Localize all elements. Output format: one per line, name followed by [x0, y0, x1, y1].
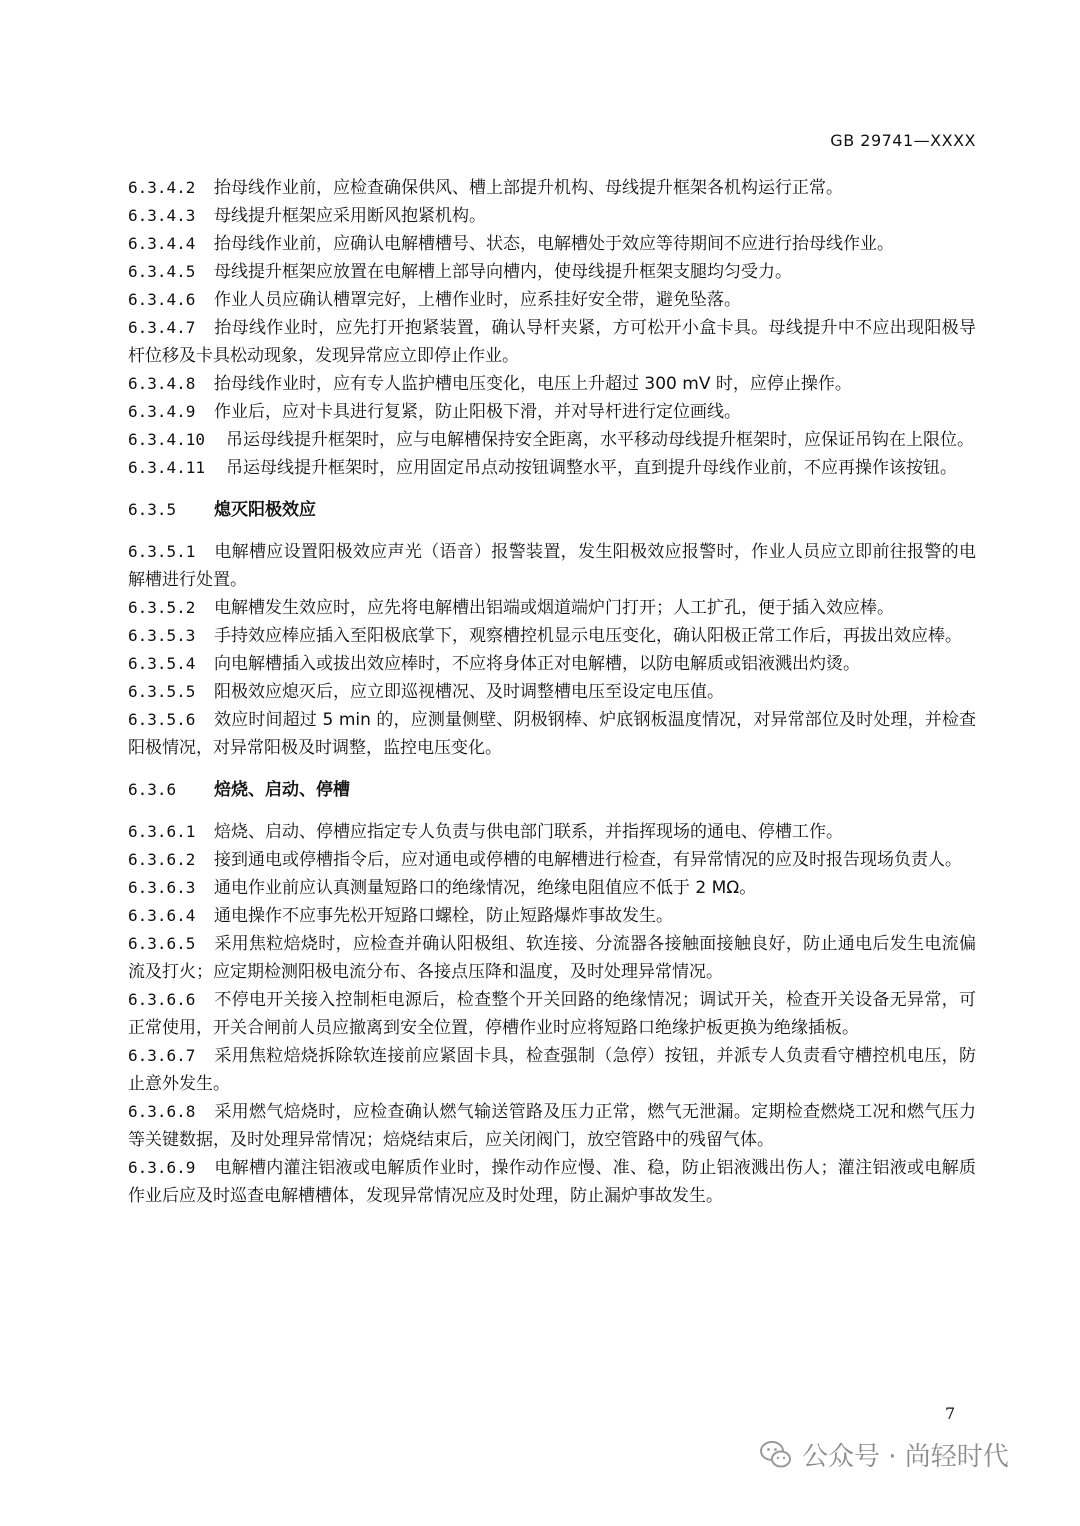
section-title-text: 熄灭阳极效应	[214, 500, 316, 520]
watermark	[760, 1436, 1009, 1473]
clause-number: 6.3.5.1	[128, 542, 196, 561]
section-heading	[128, 496, 976, 524]
clause-text: 通电作业前应认真测量短路口的绝缘情况，绝缘电阻值应不低于 2 MΩ。	[214, 878, 757, 898]
clause-text: 效应时间超过 5 min 的，应测量侧壁、阴极钢棒、炉底钢板温度情况，对异常部位及时处理，并检查阳极情况，对异常阳极及时调整，监控电压变化。	[128, 710, 976, 758]
clause-number: 6.3.4.4	[128, 234, 196, 253]
clause-paragraph	[128, 314, 976, 370]
clause-number: 6.3.4.5	[128, 262, 196, 281]
section-heading	[128, 776, 976, 804]
clause-paragraph	[128, 174, 976, 202]
clause-text: 电解槽内灌注铝液或电解质作业时，操作动作应慢、准、稳，防止铝液溅出伤人；灌注铝液或电解质作业后应及时巡查电解槽槽体，发现异常情况应及时处理，防止漏炉事故发生。	[128, 1158, 976, 1206]
clause-paragraph	[128, 258, 976, 286]
clause-number: 6.3.4.11	[128, 458, 206, 477]
clause-text: 向电解槽插入或拔出效应棒时，不应将身体正对电解槽，以防电解质或铝液溅出灼烫。	[214, 654, 860, 674]
clause-text: 通电操作不应事先松开短路口螺栓，防止短路爆炸事故发生。	[214, 906, 673, 926]
clause-paragraph	[128, 202, 976, 230]
clause-paragraph	[128, 538, 976, 594]
clause-text: 吊运母线提升框架时，应与电解槽保持安全距离，水平移动母线提升框架时，应保证吊钩在上限位。	[226, 430, 974, 450]
clause-number: 6.3.5.3	[128, 626, 196, 645]
clause-text: 抬母线作业时，应有专人监护槽电压变化，电压上升超过 300 mV 时，应停止操作。	[214, 374, 852, 394]
clause-number: 6.3.4.7	[128, 318, 196, 337]
clause-text: 吊运母线提升框架时，应用固定吊点动按钮调整水平，直到提升母线作业前，不应再操作该按钮。	[226, 458, 957, 478]
clause-paragraph	[128, 398, 976, 426]
clause-paragraph	[128, 370, 976, 398]
clause-paragraph	[128, 986, 976, 1042]
clause-number: 6.3.5.6	[128, 710, 196, 729]
clause-number: 6.3.6.1	[128, 822, 196, 841]
clause-number: 6.3.6.9	[128, 1158, 196, 1177]
clause-number: 6.3.5.5	[128, 682, 196, 701]
clause-paragraph	[128, 930, 976, 986]
clause-number: 6.3.5.4	[128, 654, 196, 673]
clause-text: 阳极效应熄灭后，应立即巡视槽况、及时调整槽电压至设定电压值。	[214, 682, 724, 702]
clause-text: 采用焦粒焙烧拆除软连接前应紧固卡具，检查强制（急停）按钮，并派专人负责看守槽控机电压，防止意外发生。	[128, 1046, 976, 1094]
clause-number: 6.3.6.7	[128, 1046, 196, 1065]
document-body	[128, 174, 976, 1210]
clause-paragraph	[128, 846, 976, 874]
clause-text: 电解槽发生效应时，应先将电解槽出铝端或烟道端炉门打开；人工扩孔，便于插入效应棒。	[214, 598, 894, 618]
clause-number: 6.3.6.2	[128, 850, 196, 869]
clause-text: 采用焦粒焙烧时，应检查并确认阳极组、软连接、分流器各接触面接触良好，防止通电后发生电流偏流及打火；应定期检测阳极电流分布、各接点压降和温度，及时处理异常情况。	[128, 934, 976, 982]
clause-paragraph	[128, 454, 976, 482]
clause-number: 6.3.4.2	[128, 178, 196, 197]
section-title-text: 焙烧、启动、停槽	[214, 780, 350, 800]
clause-text: 作业人员应确认槽罩完好，上槽作业时，应系挂好安全带，避免坠落。	[214, 290, 741, 310]
clause-text: 接到通电或停槽指令后，应对通电或停槽的电解槽进行检查，有异常情况的应及时报告现场负责人。	[214, 850, 962, 870]
clause-number: 6.3.6.3	[128, 878, 196, 897]
clause-paragraph	[128, 426, 976, 454]
page-number: 7	[945, 1404, 956, 1423]
clause-number: 6.3.6	[128, 780, 177, 799]
clause-paragraph	[128, 902, 976, 930]
clause-text: 母线提升框架应放置在电解槽上部导向槽内，使母线提升框架支腿均匀受力。	[214, 262, 792, 282]
clause-number: 6.3.4.6	[128, 290, 196, 309]
clause-number: 6.3.6.8	[128, 1102, 196, 1121]
clause-number: 6.3.4.8	[128, 374, 196, 393]
clause-text: 手持效应棒应插入至阳极底掌下，观察槽控机显示电压变化，确认阳极正常工作后，再拔出效应棒。	[214, 626, 962, 646]
clause-paragraph	[128, 1154, 976, 1210]
clause-number: 6.3.6.4	[128, 906, 196, 925]
clause-text: 焙烧、启动、停槽应指定专人负责与供电部门联系，并指挥现场的通电、停槽工作。	[214, 822, 843, 842]
clause-paragraph	[128, 1098, 976, 1154]
clause-paragraph	[128, 594, 976, 622]
clause-text: 抬母线作业时，应先打开抱紧装置，确认导杆夹紧，方可松开小盒卡具。母线提升中不应出现阳极导杆位移及卡具松动现象，发现异常应立即停止作业。	[128, 318, 976, 366]
clause-number: 6.3.5.2	[128, 598, 196, 617]
clause-number: 6.3.6.6	[128, 990, 196, 1009]
clause-paragraph	[128, 1042, 976, 1098]
clause-text: 母线提升框架应采用断风抱紧机构。	[214, 206, 486, 226]
clause-paragraph	[128, 678, 976, 706]
clause-text: 采用燃气焙烧时，应检查确认燃气输送管路及压力正常，燃气无泄漏。定期检查燃烧工况和燃气压力等关键数据，及时处理异常情况；焙烧结束后，应关闭阀门，放空管路中的残留气体。	[128, 1102, 976, 1150]
clause-text: 作业后，应对卡具进行复紧，防止阳极下滑，并对导杆进行定位画线。	[214, 402, 741, 422]
clause-text: 不停电开关接入控制柜电源后，检查整个开关回路的绝缘情况；调试开关，检查开关设备无异常，可正常使用，开关合闸前人员应撤离到安全位置，停槽作业时应将短路口绝缘护板更换为绝缘插板。	[128, 990, 976, 1038]
clause-number: 6.3.4.9	[128, 402, 196, 421]
clause-text: 抬母线作业前，应检查确保供风、槽上部提升机构、母线提升框架各机构运行正常。	[214, 178, 843, 198]
clause-paragraph	[128, 650, 976, 678]
clause-paragraph	[128, 818, 976, 846]
clause-number: 6.3.5	[128, 500, 177, 519]
clause-paragraph	[128, 230, 976, 258]
document-code: GB 29741—XXXX	[830, 131, 976, 150]
clause-text: 抬母线作业前，应确认电解槽槽号、状态，电解槽处于效应等待期间不应进行抬母线作业。	[214, 234, 894, 254]
clause-paragraph	[128, 874, 976, 902]
clause-paragraph	[128, 622, 976, 650]
wechat-icon	[760, 1440, 792, 1470]
clause-number: 6.3.4.3	[128, 206, 196, 225]
clause-number: 6.3.6.5	[128, 934, 196, 953]
clause-paragraph	[128, 706, 976, 762]
watermark-text: 公众号 · 尚轻时代	[802, 1442, 1009, 1472]
clause-number: 6.3.4.10	[128, 430, 206, 449]
clause-text: 电解槽应设置阳极效应声光（语音）报警装置，发生阳极效应报警时，作业人员应立即前往报警的电解槽进行处置。	[128, 542, 976, 590]
clause-paragraph	[128, 286, 976, 314]
